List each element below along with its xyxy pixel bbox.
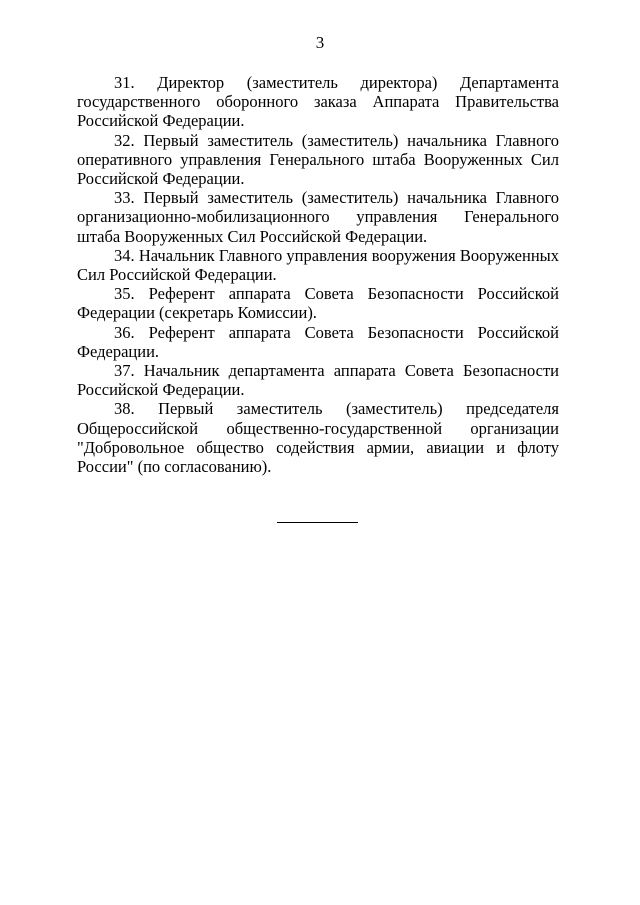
list-item-32: 32. Первый заместитель (заместитель) начальника Главного оперативного управления Генерального штаба Вооруженных Сил Российской Федерации. [77, 130, 559, 189]
end-divider [277, 522, 358, 523]
member-list [77, 73, 559, 476]
page-number: 3 [315, 33, 325, 52]
list-item-37: 37. Начальник департамента аппарата Совета Безопасности Российской Федерации. [77, 361, 559, 400]
list-item-35: 35. Референт аппарата Совета Безопасности Российской Федерации (секретарь Комиссии). [77, 284, 559, 323]
list-item-34: 34. Начальник Главного управления вооружения Вооруженных Сил Российской Федерации. [77, 245, 559, 285]
list-item-38: 38. Первый заместитель (заместитель) председателя Общероссийской общественно-государственной организации "Добровольное общество содействия армии, авиации и флоту России" (по согласованию). [77, 399, 559, 477]
list-item-31: 31. Директор (заместитель директора) Департамента государственного оборонного заказа Аппарата Правительства Российской Федерации. [77, 73, 559, 131]
list-item-36: 36. Референт аппарата Совета Безопасности Российской Федерации. [77, 322, 559, 361]
list-item-33: 33. Первый заместитель (заместитель) начальника Главного организационно-мобилизационного управления Генерального штаба Вооруженных Сил Российской Федерации. [77, 188, 559, 246]
